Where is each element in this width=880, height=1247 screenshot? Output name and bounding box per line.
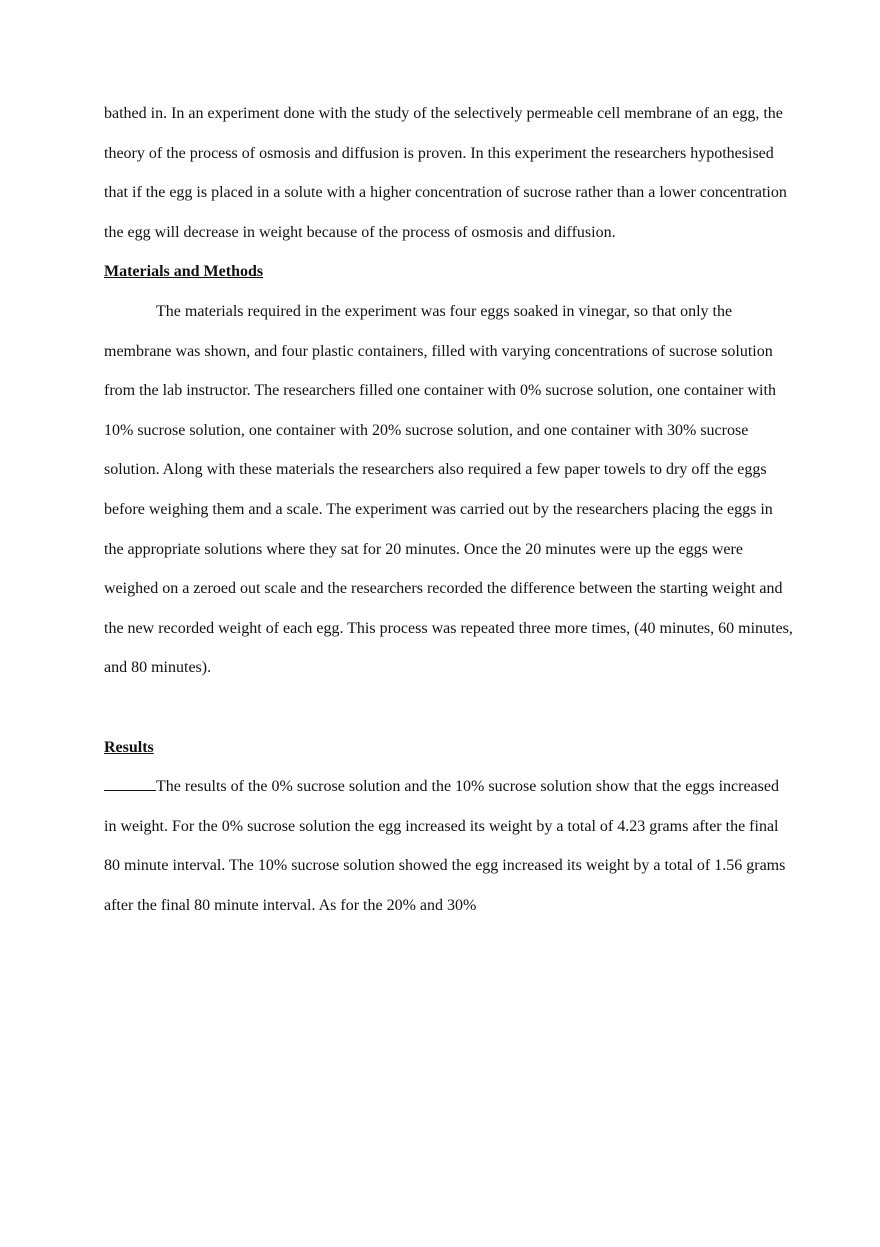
underline-indent-mark bbox=[104, 776, 156, 791]
document-body bbox=[104, 94, 794, 925]
materials-paragraph: The materials required in the experiment was four eggs soaked in vinegar, so that only the membrane was shown, and four plastic containers, filled with varying concentrations of sucrose solution from the lab instructor. The researchers filled one container with 0% sucrose solution, one container with 10% sucrose solution, one container with 20% sucrose solution, and one container with 30% sucrose solution. Along with these materials the researchers also required a few paper towels to dry off the eggs before weighing them and a scale. The experiment was carried out by the researchers placing the eggs in the appropriate solutions where they sat for 20 minutes. Once the 20 minutes were up the eggs were weighed on a zeroed out scale and the researchers recorded the difference between the starting weight and the new recorded weight of each egg. This process was repeated three more times, (40 minutes, 60 minutes, and 80 minutes). bbox=[104, 302, 793, 677]
section-spacer bbox=[104, 688, 794, 728]
results-heading: Results bbox=[104, 738, 154, 756]
results-paragraph-wrapper bbox=[104, 767, 794, 925]
intro-paragraph: bathed in. In an experiment done with the study of the selectively permeable cell membrane of an egg, the theory of the process of osmosis and diffusion is proven. In this experiment the researchers hypothesised that if the egg is placed in a solute with a higher concentration of sucrose rather than a lower concentration the egg will decrease in weight because of the process of osmosis and diffusion. bbox=[104, 105, 787, 241]
results-paragraph: The results of the 0% sucrose solution and the 10% sucrose solution show that the eggs increased in weight. For the 0% sucrose solution the egg increased its weight by a total of 4.23 grams after the final 80 minute interval. The 10% sucrose solution showed the egg increased its weight by a total of 1.56 grams after the final 80 minute interval. As for the 20% and 30% bbox=[104, 778, 786, 914]
materials-and-methods-heading: Materials and Methods bbox=[104, 263, 264, 281]
